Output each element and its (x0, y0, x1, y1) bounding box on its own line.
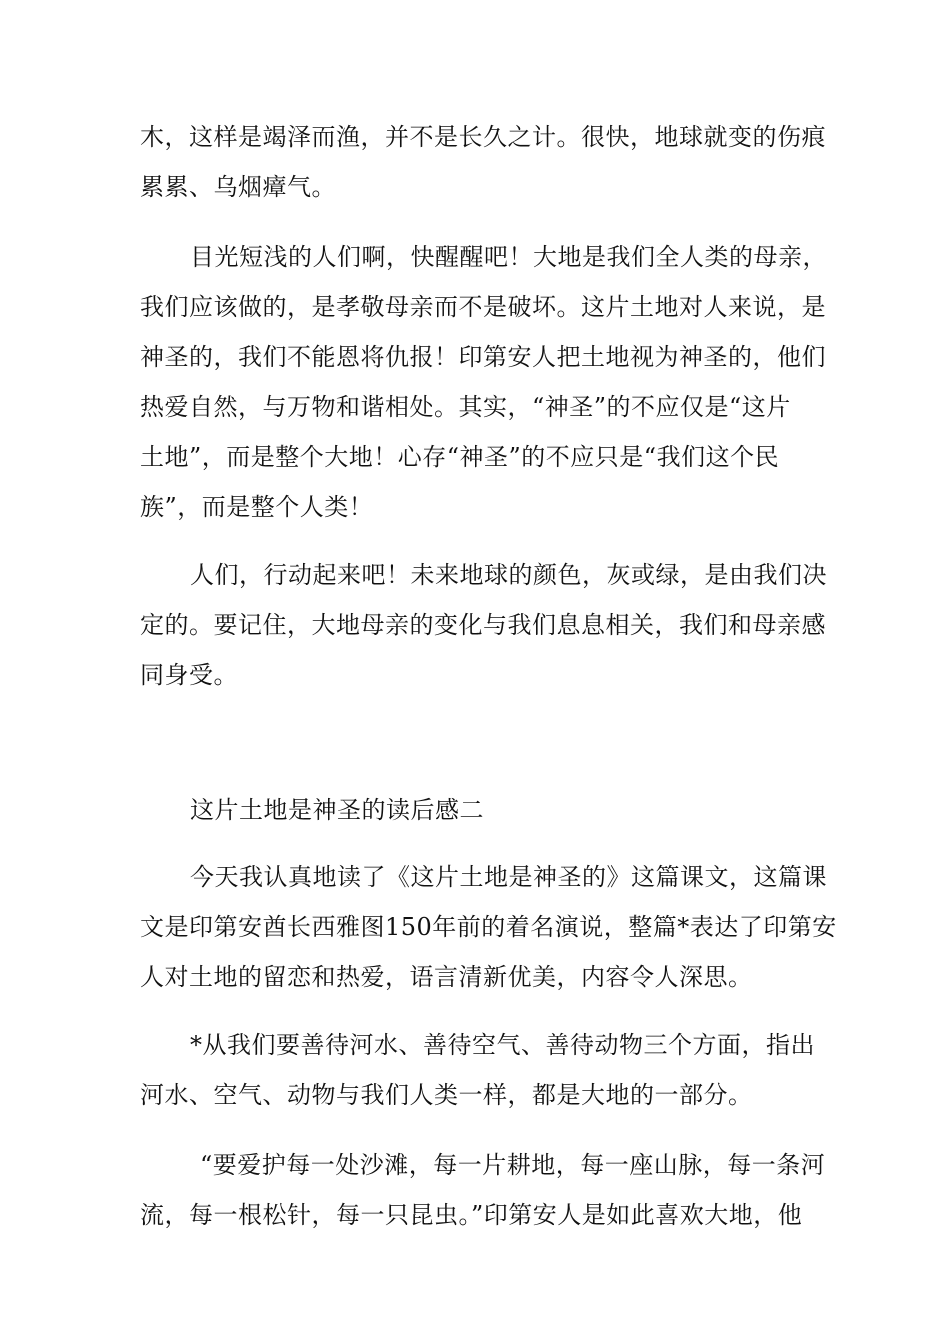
text-line: 土地”，而是整个大地！心存“神圣”的不应只是“我们这个民 (140, 443, 780, 471)
text-line: 流，每一根松针，每一只昆虫。”印第安人是如此喜欢大地，他 (140, 1201, 803, 1229)
text-line: 神圣的，我们不能恩将仇报！印第安人把土地视为神圣的，他们 (140, 343, 826, 371)
text-line: 我们应该做的，是孝敬母亲而不是破坏。这片土地对人来说，是 (140, 293, 826, 321)
text-line: 文是印第安酋长西雅图150年前的着名演说，整篇*表达了印第安 (140, 913, 837, 941)
text-line: 河水、空气、动物与我们人类一样，都是大地的一部分。 (140, 1081, 753, 1109)
paragraph-start: “要爱护每一处沙滩，每一片耕地，每一座山脉，每一条河 (200, 1151, 826, 1179)
text-line: 同身受。 (140, 661, 238, 689)
text-line: 定的。要记住，大地母亲的变化与我们息息相关，我们和母亲感 (140, 611, 826, 639)
text-line: 木，这样是竭泽而渔，并不是长久之计。很快，地球就变的伤痕 (140, 123, 826, 151)
paragraph-start: 人们，行动起来吧！未来地球的颜色，灰或绿，是由我们决 (190, 561, 827, 589)
text-line: 热爱自然，与万物和谐相处。其实，“神圣”的不应仅是“这片 (140, 393, 791, 421)
text-line: 人对土地的留恋和热爱，语言清新优美，内容令人深思。 (140, 963, 753, 991)
paragraph-start: *从我们要善待河水、善待空气、善待动物三个方面，指出 (190, 1031, 815, 1059)
text-line: 族”，而是整个人类！ (140, 493, 374, 521)
section-heading: 这片土地是神圣的读后感二 (190, 796, 484, 824)
text-line: 累累、乌烟瘴气。 (140, 173, 336, 201)
paragraph-start: 目光短浅的人们啊，快醒醒吧！大地是我们全人类的母亲， (190, 243, 827, 271)
paragraph-start: 今天我认真地读了《这片土地是神圣的》这篇课文，这篇课 (190, 863, 827, 891)
